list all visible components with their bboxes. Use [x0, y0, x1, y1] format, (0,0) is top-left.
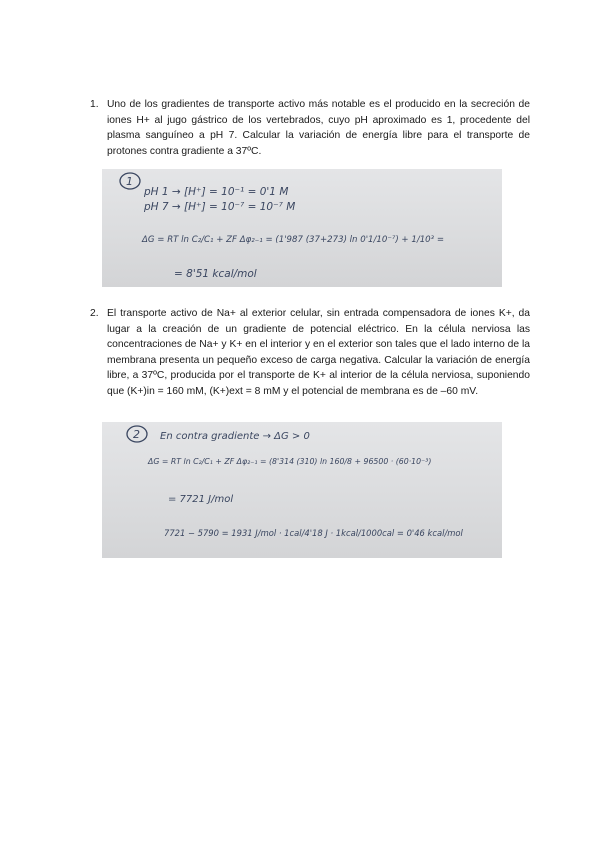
photo-2-line-3: = 7721 J/mol — [168, 494, 234, 505]
photo-1-line-4: = 8'51 kcal/mol — [174, 268, 257, 280]
problem-2-text: El transporte activo de Na+ al exterior celular, sin entrada compensadora de iones K+, da lugar a la creación de un gradiente de potencial eléctrico. En la célula nerviosa las concentraciones de Na+ y K+ en el interior y en el exterior son tales que el lado interno de la membrana presenta un pequeño exceso de carga negativa. Calcular la variación de energía libre, a 37ºC, producida por el transporte de K+ al interior de la célula nerviosa, suponiendo que (K+)in = 160 mM, (K+)ext = 8 mM y el potencial de membrana es de –60 mV. — [107, 308, 530, 397]
photo-1-line-2: pH 7 → [H⁺] = 10⁻⁷ = 10⁻⁷ M — [144, 201, 296, 213]
photo-2-label: 2 — [133, 428, 140, 441]
handwriting-2 — [102, 422, 502, 558]
problem-2 — [90, 306, 530, 400]
handwriting-1 — [102, 169, 502, 287]
problem-2-number: 2. — [90, 308, 99, 319]
solution-photo-1 — [102, 169, 502, 287]
problem-1-text: Uno de los gradientes de transporte activo más notable es el producido en la secreción de iones H+ al jugo gástrico de los vertebrados, cuyo pH aproximado es 1, procedente del plasma sanguíneo a pH 7. Calcular la variación de energía libre para el transporte de protones contra gradiente a 37ºC. — [107, 99, 530, 157]
photo-1-label: 1 — [126, 175, 133, 188]
photo-2-line-4: 7721 − 5790 = 1931 J/mol · 1cal/4'18 J · 1kcal/1000cal = 0'46 kcal/mol — [164, 528, 463, 538]
photo-2-line-2: ΔG = RT ln C₂/C₁ + ZF Δφ₂₋₁ = (8'314 (310) ln 160/8 + 96500 · (60·10⁻³) — [148, 457, 432, 466]
solution-photo-2 — [102, 422, 502, 558]
photo-1-line-1: pH 1 → [H⁺] = 10⁻¹ = 0'1 M — [144, 186, 289, 198]
photo-1-line-3: ΔG = RT ln C₂/C₁ + ZF Δφ₂₋₁ = (1'987 (37+273) ln 0'1/10⁻⁷) + 1/10³ = — [142, 235, 445, 245]
problem-1 — [90, 97, 530, 159]
photo-2-line-1: En contra gradiente → ΔG > 0 — [160, 431, 310, 442]
problem-1-number: 1. — [90, 99, 99, 110]
